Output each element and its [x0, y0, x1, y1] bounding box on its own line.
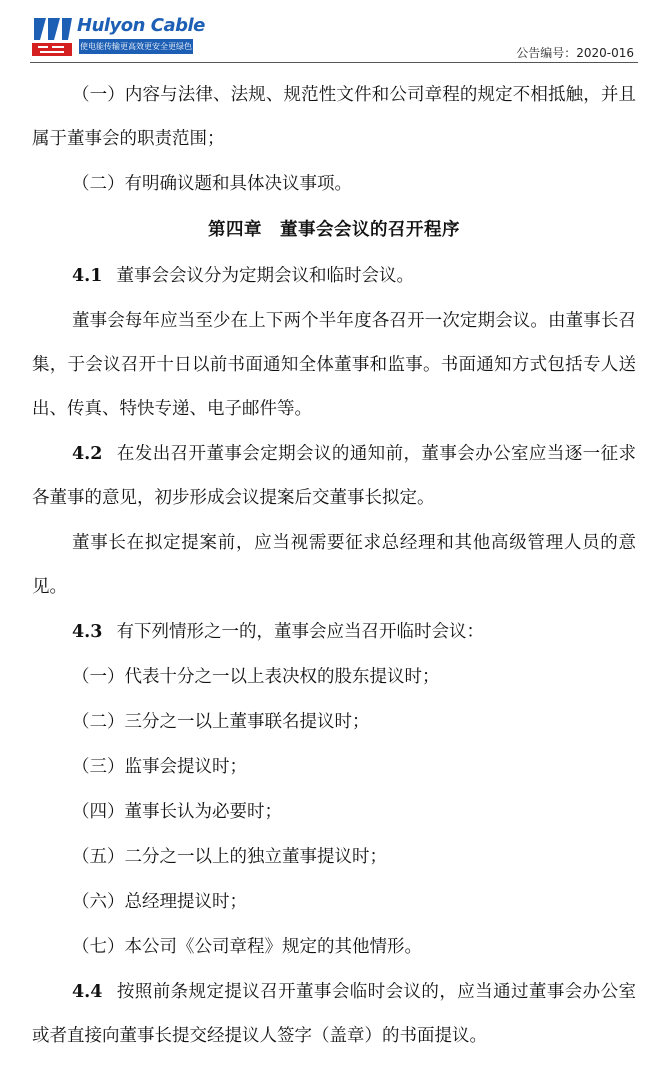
logo-mark-icon: [30, 14, 74, 58]
section-number: 4.2: [72, 444, 103, 464]
company-logo: [30, 14, 205, 58]
section-text: 有下列情形之一的，董事会应当召开临时会议：: [116, 622, 484, 642]
section-number: 4.3: [72, 622, 103, 642]
chapter-heading: 第四章 董事会会议的召开程序: [208, 220, 460, 240]
page-header: [0, 0, 670, 64]
list-item: （一）代表十分之一以上表决权的股东提议时；: [72, 667, 440, 687]
paragraph: 董事会每年应当至少在上下两个半年度各召开一次定期会议。由董事长召集，于会议召开十日以前书面通知全体董事和监事。书面通知方式包括专人送出、传真、特快专递、电子邮件等。: [32, 311, 636, 419]
list-item: （四）董事长认为必要时；: [72, 802, 282, 822]
section-text: 按照前条规定提议召开董事会临时会议的，应当通过董事会办公室或者直接向董事长提交经提议人签字（盖章）的书面提议。: [32, 982, 636, 1046]
notice-number: 公告编号：2020-016: [516, 46, 634, 60]
paragraph: 董事长在拟定提案前，应当视需要征求总经理和其他高级管理人员的意见。: [32, 533, 636, 597]
logo-wordmark: Hulyon Cable: [77, 15, 205, 36]
list-item: （七）本公司《公司章程》规定的其他情形。: [72, 937, 422, 957]
logo-slogan: 使电能传输更高效更安全更绿色: [79, 39, 193, 54]
list-item: （二）有明确议题和具体决议事项。: [72, 174, 352, 194]
section-text: 董事会会议分为定期会议和临时会议。: [116, 266, 414, 286]
list-item: （六）总经理提议时；: [72, 892, 247, 912]
section-4-4: [32, 970, 636, 1058]
list-item: （一）内容与法律、法规、规范性文件和公司章程的规定不相抵触，并且属于董事会的职责范围；: [32, 85, 636, 149]
section-4-3: [32, 610, 636, 654]
header-divider: [30, 62, 638, 63]
section-4-1: [32, 254, 636, 298]
section-number: 4.1: [72, 266, 103, 286]
section-text: 在发出召开董事会定期会议的通知前，董事会办公室应当逐一征求各董事的意见，初步形成会议提案后交董事长拟定。: [32, 444, 636, 508]
section-number: 4.4: [72, 982, 103, 1002]
list-item: （二）三分之一以上董事联名提议时；: [72, 712, 370, 732]
document-body: [32, 72, 636, 1059]
section-4-2: [32, 432, 636, 520]
list-item: （五）二分之一以上的独立董事提议时；: [72, 847, 387, 867]
list-item: （三）监事会提议时；: [72, 757, 247, 777]
